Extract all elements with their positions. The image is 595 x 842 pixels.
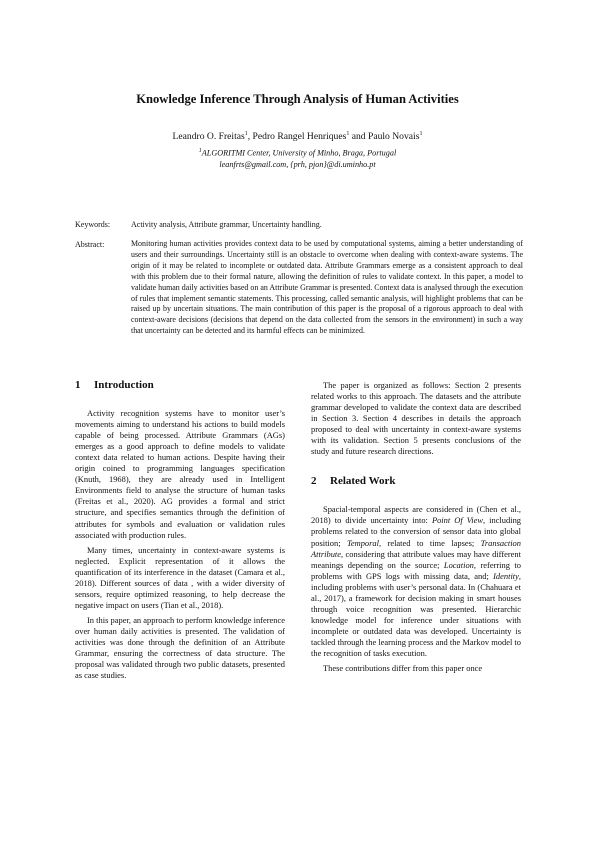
keywords-text: Activity analysis, Attribute grammar, Uncertainty handling. — [131, 220, 322, 229]
left-column — [75, 380, 285, 685]
section-title: Introduction — [94, 379, 154, 391]
affiliation-mark: 1 — [198, 148, 202, 154]
paragraph: Many times, uncertainty in context-aware systems is neglected. Explicit representation of it allows the quantification of its interference in the dataset (Camara et al., 2018). Different sources of data , with a wider diversity of sensors, require optimized reasoning, to help decrease the negative impact on users (Tian et al., 2018). — [75, 544, 285, 610]
abstract-text: Monitoring human activities provides context data to be used by computational systems, aiming a better understanding of users and their surroundings. Uncertainty still is an obstacle to overcome when dealing with context-aware systems. The origin of it may be related to incomplete or outdated data. Attribute Grammars emerge as a consistent approach to deal with this problem due to their formal nature, allowing the definition of rules to validate context. In this paper, a model to validate human daily activities based on an Attribute Grammar is presented. Context data is analysed through the execution of rules that implement semantic statements. This processing, called semantic analysis, will highlight problems that can be raised up by uncertain situations. The main contribution of this paper is the proposal of a rigorous approach to deal with context-aware decisions (decisions that depend on the data collected from the sensors in the environment) in such a way that uncertainty can be detected and its harmful effects can be minimized. — [131, 239, 523, 336]
italic-term: Identity — [493, 570, 519, 581]
author-affiliation-mark: 1 — [419, 131, 423, 137]
paper-title: Knowledge Inference Through Analysis of Human Activities — [136, 92, 459, 106]
text-run: , related to time lapses; — [379, 537, 481, 548]
right-column — [311, 380, 521, 678]
italic-term: Point Of View — [431, 515, 483, 526]
italic-term: Temporal — [346, 537, 379, 548]
paragraph: In this paper, an approach to perform knowledge inference over human daily activities is presented. The validation of activities was done through the definition of an Attribute Grammar, ensuring the correctness of data structure. The proposal was validated through two public datasets, presented as case studies. — [75, 614, 285, 681]
author-list — [60, 131, 535, 142]
text-run: , including problems with user’s personal data. In (Chahuara et al., 2017), a framework for decision making in smart houses through voice recognition was presented. Hierarchic knowledge model for inference under situations with incomplete or outdated data was developed. Uncertainty is tackled through the learning process and the Markov model to the recognition of tasks execution. — [311, 570, 521, 658]
paragraph: These contributions differ from this paper once — [323, 663, 483, 674]
affiliation — [60, 146, 535, 170]
affiliation-emails: leanfrts@gmail.com, {prh, pjon}@di.uminho.pt — [219, 159, 376, 169]
italic-term: Transaction Attribute — [311, 537, 521, 559]
author-name: and Paulo Novais — [349, 131, 420, 143]
text-run: Spacial-temporal aspects are considered in (Chen et al., 2018) to divide uncertainty into: — [311, 504, 521, 526]
affiliation-institution: ALGORITMI Center, University of Minho, Braga, Portugal — [201, 148, 397, 158]
author-affiliation-mark: 1 — [244, 131, 248, 137]
paragraph — [311, 504, 521, 659]
section-title: Related Work — [330, 475, 396, 488]
text-run: , referring to problems with GPS logs with missing data, and; — [311, 559, 521, 581]
author-name: Leandro O. Freitas — [172, 131, 245, 143]
text-run: , considering that attribute values may have different meanings depending on the source; — [311, 548, 521, 570]
author-name: , Pedro Rangel Henriques — [247, 131, 347, 143]
author-affiliation-mark: 1 — [346, 131, 350, 137]
section-heading-related-work — [311, 476, 521, 487]
section-number: 2 — [311, 475, 317, 488]
paragraph: Activity recognition systems have to monitor user’s movements aiming to understand his actions to build models capable of being processed. Attribute Grammars (AGs) emerges as a good approach to define models to validate context data related to human actions. Despite having their origin coined to programming languages specification (Knuth, 1968), they are already used in Intelligent Environments field to analyse the structure of human tasks (Freitas et al., 2020). AG provides a formal and strict structure, and specifies semantics through the definition of attributes for symbols and evaluation or validation rules associated with production rules. — [75, 408, 285, 540]
text-run: , including problems related to the conversion of sensor data into global position; — [311, 515, 522, 548]
abstract-label: Abstract: — [75, 240, 105, 249]
italic-term: Location — [443, 559, 474, 570]
keywords-label: Keywords: — [75, 220, 111, 229]
section-heading-introduction — [75, 380, 285, 391]
section-number: 1 — [75, 379, 81, 391]
paragraph: The paper is organized as follows: Section 2 presents related works to this approach. The datasets and the attribute grammar developed to validate the context data are described in Section 3. Section 4 describes in details the approach proposed to deal with uncertainty in context-aware systems with its validation. Section 5 presents conclusions of the study and future research directions. — [311, 380, 521, 457]
